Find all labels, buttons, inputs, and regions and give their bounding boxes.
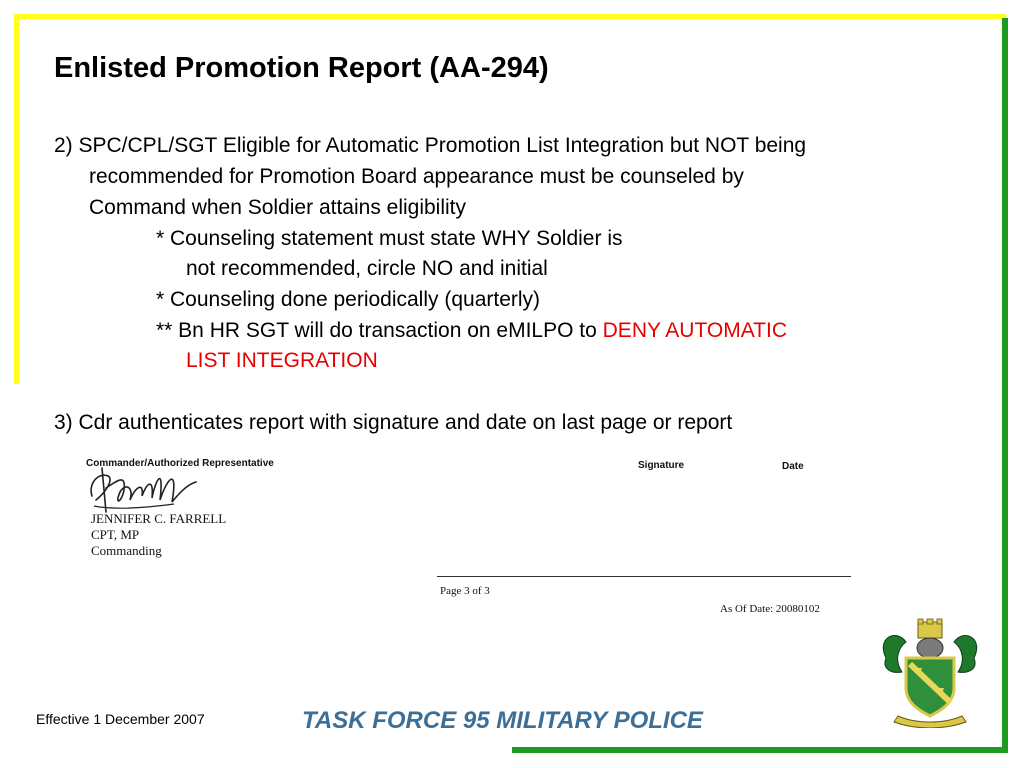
signer-role: Commanding [91, 543, 162, 558]
scan-header-date: Date [782, 461, 804, 472]
bullet-counseling-periodic: * Counseling done periodically (quarterly) [156, 288, 541, 311]
signature-rule [437, 576, 851, 577]
frame-left-yellow [14, 14, 19, 384]
bullet-hr-transaction-text: ** Bn HR SGT will do transaction on eMILPO to [156, 319, 603, 342]
list-integration-red: LIST INTEGRATION [186, 349, 378, 372]
scan-header-commander: Commander/Authorized Representative [86, 458, 274, 469]
frame-right-green [1002, 18, 1008, 751]
page-number-label: Page 3 of 3 [440, 585, 490, 597]
handwritten-signature [84, 462, 214, 514]
signer-name: JENNIFER C. FARRELL [91, 511, 227, 526]
scan-header-signature: Signature [638, 460, 685, 471]
unit-crest-icon [876, 618, 984, 728]
bullet-counseling-statement: * Counseling statement must state WHY Soldier is [156, 227, 623, 250]
item2-line3: Command when Soldier attains eligibility [89, 196, 467, 219]
bullet-counseling-statement-cont: not recommended, circle NO and initial [186, 257, 548, 280]
signer-rank: CPT, MP [91, 527, 140, 542]
as-of-date: As Of Date: 20080102 [720, 603, 820, 615]
item2-line2: recommended for Promotion Board appearance must be counseled by [89, 165, 744, 188]
frame-top-yellow [14, 14, 1006, 19]
deny-automatic-red: DENY AUTOMATIC [602, 319, 788, 342]
frame-bottom-green [512, 747, 1008, 753]
item3-line: 3) Cdr authenticates report with signature and date on last page or report [54, 411, 733, 434]
item2-line1: 2) SPC/CPL/SGT Eligible for Automatic Promotion List Integration but NOT being [54, 134, 807, 157]
page-title: Enlisted Promotion Report (AA-294) [54, 52, 549, 84]
effective-date: Effective 1 December 2007 [36, 711, 205, 727]
bullet-hr-transaction [156, 319, 787, 343]
unit-name: TASK FORCE 95 MILITARY POLICE [302, 707, 703, 734]
